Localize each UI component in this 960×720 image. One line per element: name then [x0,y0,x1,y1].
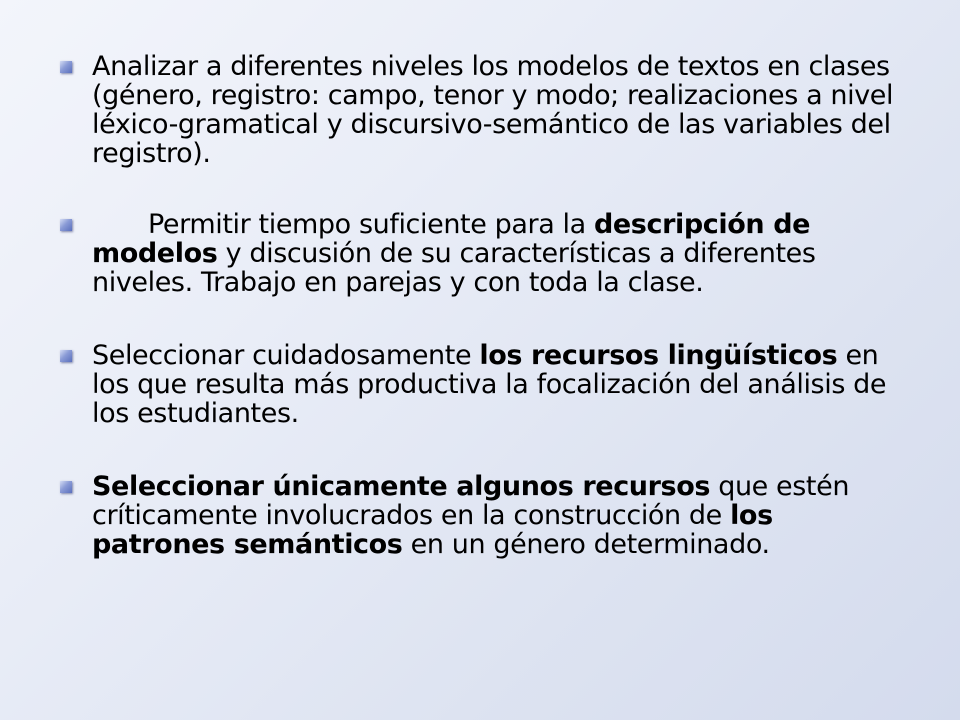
bullet-text: Permitir tiempo suficiente para la descripción de modelos y discusión de su características a diferentes niveles. Trabajo en parejas y con toda la clase. [92,209,816,298]
square-bullet-icon [60,61,72,73]
emphasis-text: los recursos lingüísticos [479,340,838,371]
bullet-item-seleccionar-cuidadosamente [60,341,910,428]
bullet-list [60,52,910,601]
emphasis-text: los patrones semánticos [92,500,773,560]
square-bullet-icon [60,350,72,362]
bullet-text: Analizar a diferentes niveles los modelos de textos en clases (género, registro: campo, tenor y modo; realizaciones a nivel léxico-gramatical y discursivo-semántico de las variables del registro). [92,51,894,169]
emphasis-text: descripción de modelos [92,209,811,269]
bullet-item-analizar [60,52,910,168]
square-bullet-icon [60,219,72,231]
emphasis-text: Seleccionar únicamente algunos recursos [92,471,711,502]
bullet-text: Seleccionar únicamente algunos recursos que estén críticamente involucrados en la construcción de los patrones semánticos en un género determinado. [92,471,850,560]
bullet-text: Seleccionar cuidadosamente los recursos lingüísticos en los que resulta más productiva la focalización del análisis de los estudiantes. [92,340,887,429]
bullet-item-seleccionar-unicamente [60,472,910,559]
bullet-item-permitir [60,210,910,297]
square-bullet-icon [60,481,72,493]
